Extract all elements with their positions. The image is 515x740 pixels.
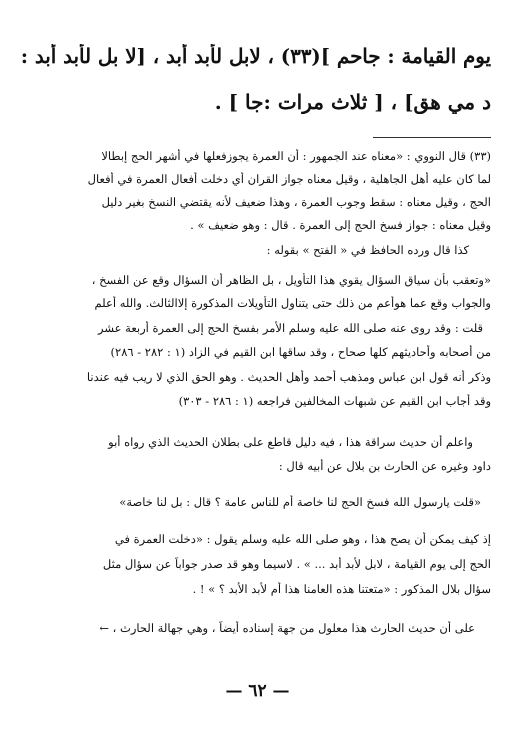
footnote-line: «قلت يارسول الله فسخ الحج لنا خاصة أم للناس عامة ؟ قال : بل لنا خاصة»	[119, 495, 481, 509]
footnote-line: داود وغيره عن الحارث بن بلال عن أبيه قال :	[278, 459, 491, 473]
footnote-line: إذ كيف يمكن أن يصح هذا ، وهو صلى الله عليه وسلم يقول : «دخلت العمرة في	[114, 532, 491, 546]
footnote-line: وقيل معناه : جواز فسخ الحج إلى العمرة . قال : وهو ضعيف » .	[190, 218, 491, 232]
main-text-line-2: د مي هق] ، [ ثلاث مرات :جا ] .	[214, 90, 491, 114]
footnote-line: والجواب وقع عما هوأعم من ذلك حتى يتناول التأويلات المذكورة إلاالثالث. والله أعلم	[94, 296, 491, 310]
footnote-line: لما كان عليه أهل الجاهلية ، وقيل معناه جواز القران أي دخلت أفعال العمرة في أفعال	[87, 172, 491, 186]
footnote-line: وقد أجاب ابن القيم عن شبهات المخالفين فراجعه (١ : ٢٨٦ - ٣٠٣)	[178, 394, 491, 408]
footnote-line: كذا قال ورده الحافظ في « الفتح » بقوله :	[266, 243, 469, 257]
footnote-line: قلت : وقد روى عنه صلى الله عليه وسلم الأمر بفسخ الحج إلى العمرة أربعة عشر	[98, 321, 483, 335]
footnote-line: وذكر أنه قول ابن عباس ومذهب أحمد وأهل الحديث . وهو الحق الذي لا ريب فيه عندنا	[86, 370, 491, 384]
footnote-separator	[373, 137, 491, 138]
page-number: — ٦٢ —	[225, 681, 290, 701]
footnote-line: على أن حديث الحارث هذا معلول من جهة إسناده أيضاً ، وهي جهالة الحارث ، ←	[99, 621, 475, 635]
footnote-line: من أصحابه وأحاديثهم كلها صحاح ، وقد ساقها ابن القيم في الزاد (١ : ٢٨٢ - ٢٨٦)	[110, 345, 491, 359]
footnote-line: الحج إلى يوم القيامة ، لابل لأبد أبد ... » . لاسيما وهو قد صدر جواباً عن سؤال مثل	[102, 557, 491, 571]
main-text-line-1: يوم القيامة : جاحم ](٣٣) ، لابل لأبد أبد ، [لا بل لأبد أبد :	[20, 44, 491, 68]
footnote-line: واعلم أن حديث سراقة هذا ، فيه دليل قاطع على بطلان الحديث الذي رواه أبو	[108, 435, 473, 449]
footnote-line: (٣٣) قال النووي : «معناه عند الجمهور : أن العمرة يجوزفعلها في أشهر الحج إبطالا	[101, 149, 491, 163]
footnote-line: الحج ، وقيل معناه : سقط وجوب العمرة ، وهذا ضعيف لأنه يقتضي النسخ بغير دليل	[101, 195, 491, 209]
footnote-line: «وتعقب بأن سياق السؤال يقوي هذا التأويل ، بل الظاهر أن السؤال وقع عن الفسخ ،	[91, 273, 491, 287]
footnote-line: سؤال بلال المذكور : «متعتنا هذه العامنا هذا أم لأبد الأبد ؟ » ! .	[192, 582, 491, 596]
